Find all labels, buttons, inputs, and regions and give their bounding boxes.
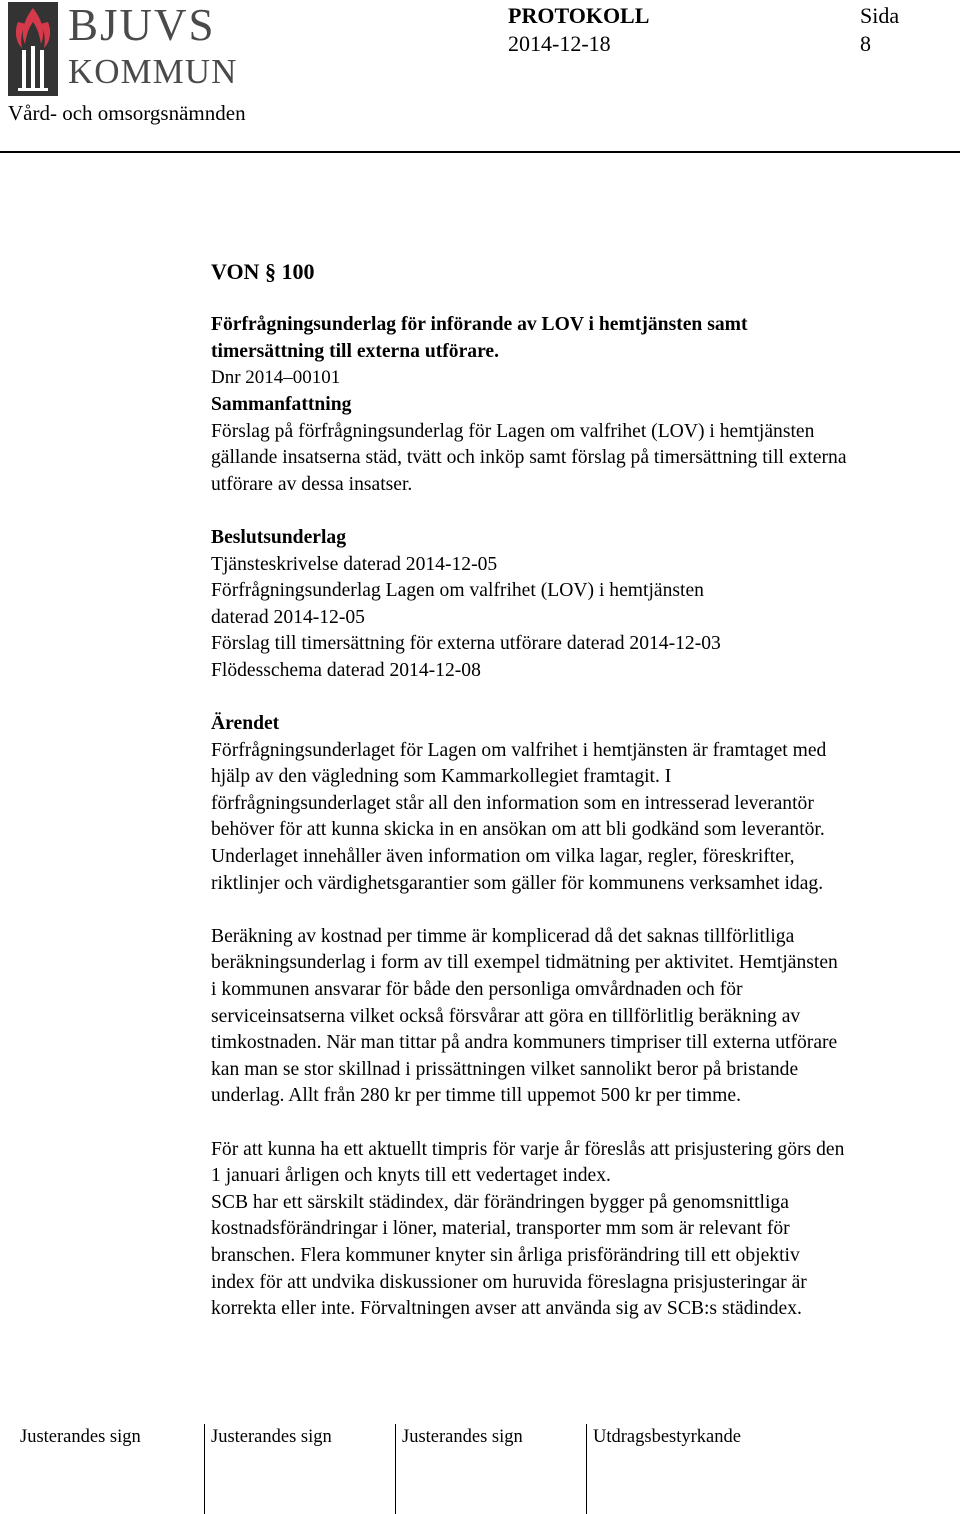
signature-label-3: Justerandes sign bbox=[402, 1427, 523, 1447]
decision-basis-line: Flödesschema daterad 2014-12-08 bbox=[211, 659, 481, 681]
case-title-line: Förfrågningsunderlag för införande av LOV i hemtjänsten samt bbox=[211, 314, 748, 336]
decision-basis-line: Tjänsteskrivelse daterad 2014-12-05 bbox=[211, 553, 498, 575]
matter-line: riktlinjer och värdighetsgarantier som gäller för kommunens verksamhet idag. bbox=[211, 872, 824, 894]
matter-line: 1 januari årligen och knyts till ett vedertaget index. bbox=[211, 1165, 611, 1187]
case-id: VON § 100 bbox=[211, 259, 315, 284]
spacer bbox=[211, 498, 960, 525]
signature-label-2: Justerandes sign bbox=[211, 1427, 332, 1447]
summary-line: Förslag på förfrågningsunderlag för Lagen om valfrihet (LOV) i hemtjänsten bbox=[211, 420, 815, 442]
spacer bbox=[211, 897, 960, 924]
signature-divider bbox=[204, 1424, 205, 1514]
matter-line: För att kunna ha ett aktuellt timpris för varje år föreslås att prisjustering görs den bbox=[211, 1138, 845, 1160]
matter-heading: Ärendet bbox=[211, 713, 280, 735]
matter-line: beräkningsunderlag i form av till exempel tidmätning per aktivitet. Hemtjänsten bbox=[211, 952, 838, 974]
matter-line: serviceinsatserna vilket också försvårar att göra en tillförlitlig beräkning av bbox=[211, 1005, 801, 1027]
matter-line: branschen. Flera kommuner knyter sin årliga prisförändring till ett objektiv bbox=[211, 1244, 800, 1266]
page-label: Sida bbox=[860, 3, 900, 28]
matter-line: hjälp av den vägledning som Kammarkollegiet framtagit. I bbox=[211, 766, 672, 788]
decision-basis-line: Förfrågningsunderlag Lagen om valfrihet (LOV) i hemtjänsten bbox=[211, 580, 704, 602]
matter-line: i kommunen ansvarar för både den personliga omvårdnaden och för bbox=[211, 979, 743, 1001]
matter-line: Beräkning av kostnad per timme är komplicerad då det saknas tillförlitliga bbox=[211, 925, 795, 947]
spacer bbox=[211, 685, 960, 712]
signature-divider bbox=[586, 1424, 587, 1514]
spacer bbox=[211, 1110, 960, 1137]
summary-heading: Sammanfattning bbox=[211, 393, 352, 415]
decision-basis-line: Förslag till timersättning för externa utförare daterad 2014-12-03 bbox=[211, 633, 721, 655]
matter-line: kostnadsförändringar i löner, material, transporter mm som är relevant för bbox=[211, 1218, 790, 1240]
municipality-logo-icon bbox=[8, 2, 58, 96]
header-divider bbox=[0, 151, 960, 153]
logo-wordmark: BJUVS bbox=[68, 0, 216, 50]
protocol-body bbox=[211, 259, 960, 1323]
matter-line: underlag. Allt från 280 kr per timme till uppemot 500 kr per timme. bbox=[211, 1085, 742, 1107]
matter-line: Förfrågningsunderlaget för Lagen om valfrihet i hemtjänsten är framtaget med bbox=[211, 739, 827, 761]
extract-certification-label: Utdragsbestyrkande bbox=[593, 1427, 741, 1447]
committee-name: Vård- och omsorgsnämnden bbox=[8, 101, 246, 125]
spacer bbox=[211, 286, 960, 313]
case-dnr: Dnr 2014–00101 bbox=[211, 367, 341, 389]
matter-line: förfrågningsunderlaget står all den information som en intresserad leverantör bbox=[211, 792, 814, 814]
matter-line: behöver för att kunna skicka in en ansökan om att bli godkänd som leverantör. bbox=[211, 819, 825, 841]
document-type: PROTOKOLL bbox=[508, 3, 650, 28]
matter-line: Underlaget innehåller även information om vilka lagar, regler, föreskrifter, bbox=[211, 846, 795, 868]
signature-divider bbox=[395, 1424, 396, 1514]
logo-subtitle: KOMMUN bbox=[68, 52, 238, 91]
decision-basis-line: daterad 2014-12-05 bbox=[211, 606, 365, 628]
summary-line: gällande insatserna städ, tvätt och inköp samt förslag på timersättning till externa bbox=[211, 447, 847, 469]
page-number: 8 bbox=[860, 31, 871, 56]
matter-line: index för att undvika diskussioner om huruvida föreslagna prisjusteringar är bbox=[211, 1271, 807, 1293]
matter-line: korrekta eller inte. Förvaltningen avser att använda sig av SCB:s städindex. bbox=[211, 1298, 802, 1320]
document-date: 2014-12-18 bbox=[508, 31, 611, 56]
matter-line: SCB har ett särskilt städindex, där förändringen bygger på genomsnittliga bbox=[211, 1191, 789, 1213]
matter-line: timkostnaden. När man tittar på andra kommuners timpriser till externa utförare bbox=[211, 1032, 838, 1054]
summary-line: utförare av dessa insatser. bbox=[211, 473, 413, 495]
signature-label-1: Justerandes sign bbox=[20, 1427, 141, 1447]
decision-basis-heading: Beslutsunderlag bbox=[211, 526, 347, 548]
matter-line: kan man se stor skillnad i prissättningen vilket sannolikt beror på bristande bbox=[211, 1058, 799, 1080]
case-title-line: timersättning till externa utförare. bbox=[211, 340, 500, 362]
